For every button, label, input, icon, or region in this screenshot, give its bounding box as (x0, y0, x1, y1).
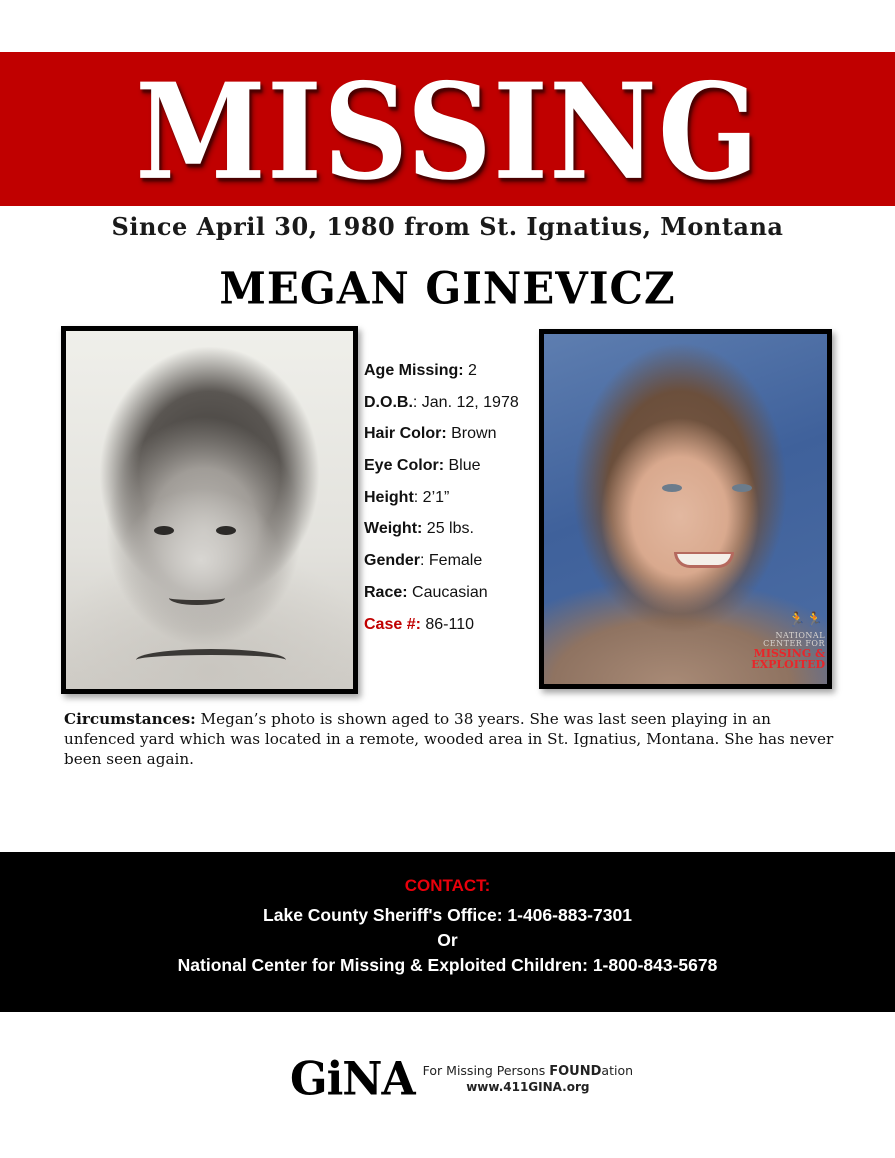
circumstances-label: Circumstances: (64, 710, 196, 728)
gina-website: www.411GINA.org (466, 1080, 590, 1095)
eye-shape (662, 484, 682, 492)
detail-gender: Gender: Female (364, 552, 483, 570)
eye-shape (216, 526, 236, 535)
eye-shape (732, 484, 752, 492)
contact-or: Or (437, 930, 458, 950)
detail-case-number: Case #: 86-110 (364, 615, 474, 633)
childhood-photo (61, 326, 358, 694)
detail-dob: D.O.B.: Jan. 12, 1978 (364, 393, 519, 411)
person-name: MEGAN GINEVICZ (219, 262, 676, 315)
smile-shape (674, 552, 734, 568)
gina-foundation-logo (290, 1052, 634, 1107)
running-children-icon: 🏃🏃 (788, 611, 823, 627)
contact-section (0, 852, 895, 1012)
detail-height: Height: 2’1” (364, 488, 450, 506)
gina-logo-mark: GiNA (290, 1052, 415, 1107)
detail-hair-color: Hair Color: Brown (364, 425, 497, 443)
collar-shape (136, 649, 286, 671)
person-details (364, 362, 539, 647)
missing-banner (0, 52, 895, 210)
detail-race: Race: Caucasian (364, 583, 488, 601)
circumstances-paragraph (64, 709, 844, 769)
mouth-shape (169, 591, 225, 605)
gina-tagline: For Missing Persons FOUNDation www.411GINA.org (422, 1062, 634, 1095)
detail-eye-color: Eye Color: Blue (364, 457, 481, 475)
eye-shape (154, 526, 174, 535)
contact-ncmec: National Center for Missing & Exploited Children: 1-800-843-5678 (177, 955, 718, 975)
detail-age-missing: Age Missing: 2 (364, 362, 477, 379)
contact-sheriff: Lake County Sheriff's Office: 1-406-883-7301 (263, 905, 632, 925)
missing-since-subtitle: Since April 30, 1980 from St. Ignatius, Montana (111, 212, 784, 241)
missing-title: MISSING (135, 53, 760, 210)
contact-heading: CONTACT: (404, 876, 491, 895)
circumstances-text: Megan’s photo is shown aged to 38 years. She was last seen playing in an unfenced yard which was located in a remote, wooded area in St. Ignatius, Montana. She has never been seen again. (64, 710, 834, 768)
age-progressed-photo (539, 329, 832, 689)
detail-weight: Weight: 25 lbs. (364, 520, 474, 538)
ncmec-watermark: 🏃🏃 NATIONAL CENTER FOR MISSING & EXPLOITED (751, 611, 825, 671)
